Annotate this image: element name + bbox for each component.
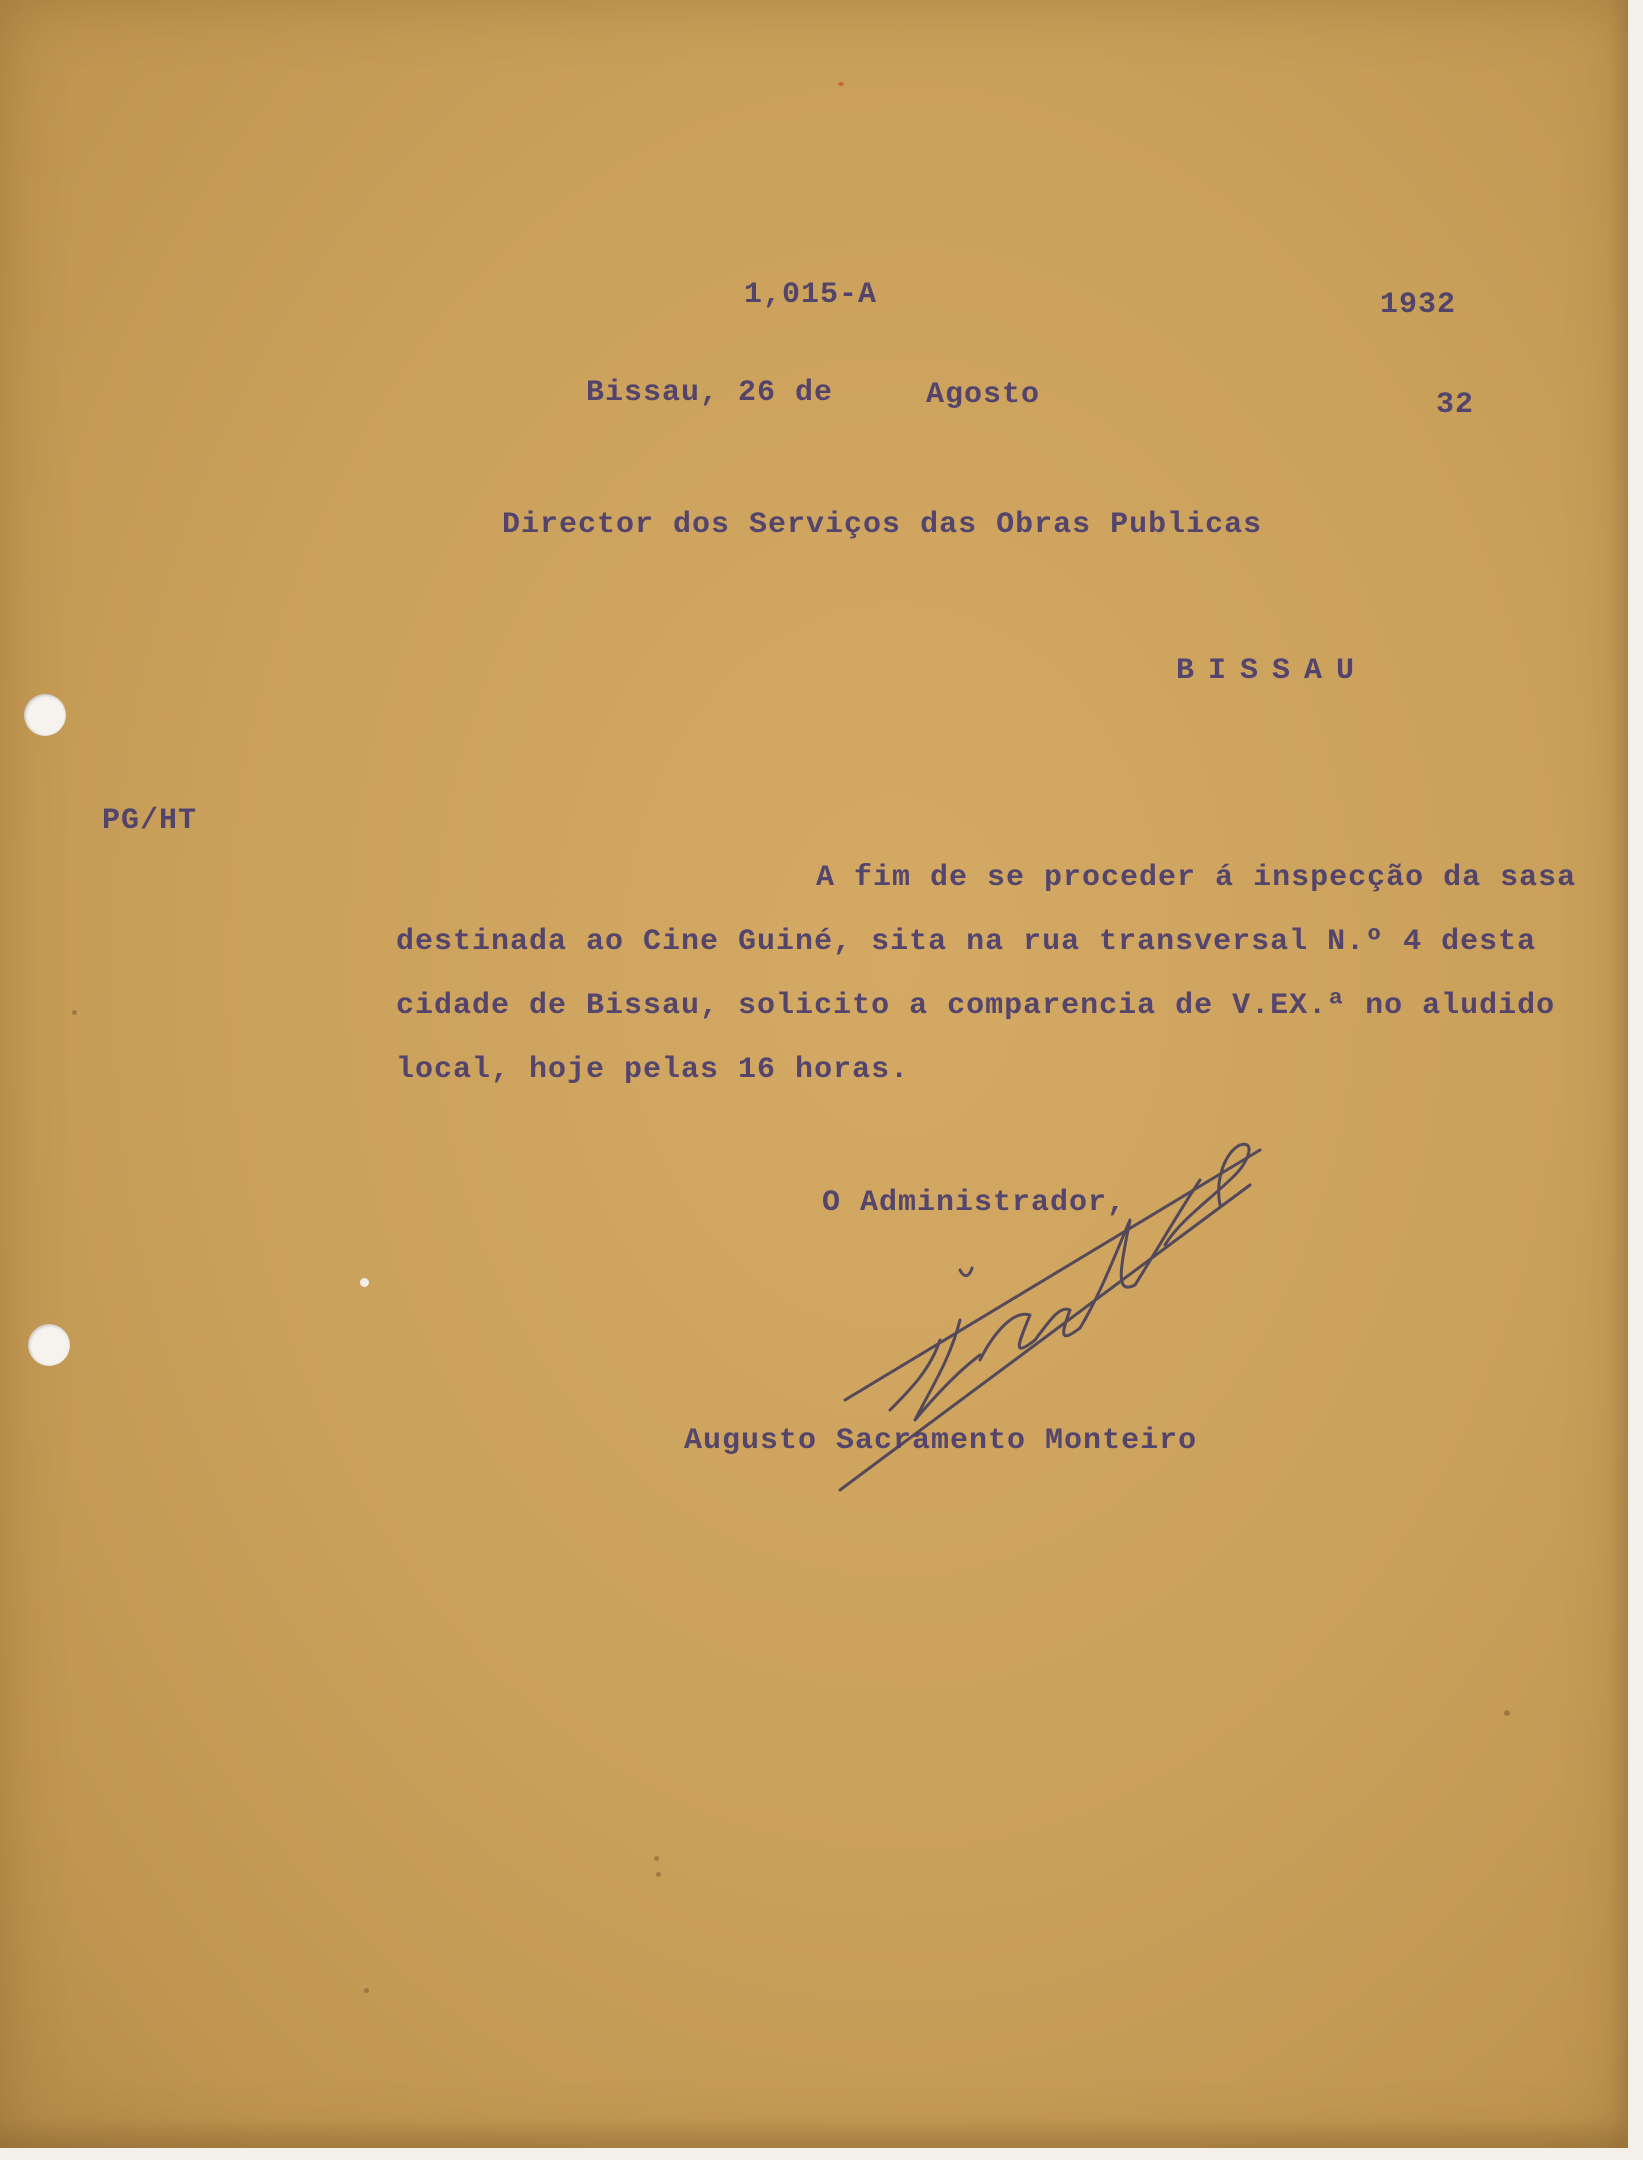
signer-name: Augusto Sacramento Monteiro xyxy=(684,1424,1198,1458)
typist-initials: PG/HT xyxy=(102,804,198,838)
recipient-city: BISSAU xyxy=(1176,654,1369,688)
page-edge-shadow-right xyxy=(1610,0,1628,2148)
page-edge-shadow-bottom xyxy=(0,2118,1628,2148)
reference-number: 1,015-A xyxy=(744,278,878,312)
body-line: cidade de Bissau, solicito a comparencia de V.EX.ª no aludido xyxy=(396,989,1556,1023)
punch-hole-top xyxy=(24,694,66,736)
paper-speck xyxy=(72,1010,77,1015)
body-line: local, hoje pelas 16 horas. xyxy=(396,1053,910,1087)
paper-speck xyxy=(654,1856,659,1861)
body-line: destinada ao Cine Guiné, sita na rua transversal N.º 4 desta xyxy=(396,925,1537,959)
paper-speck xyxy=(656,1872,661,1877)
closing-title: O Administrador, xyxy=(822,1186,1127,1220)
paper-speck xyxy=(838,82,844,86)
date-place: Bissau, 26 de xyxy=(586,376,834,410)
year: 1932 xyxy=(1380,288,1457,322)
day-number: 32 xyxy=(1436,388,1475,422)
recipient-line: Director dos Serviços das Obras Publicas xyxy=(502,508,1263,542)
letter-body xyxy=(396,846,1606,1102)
paper-speck xyxy=(1504,1710,1510,1716)
date-month: Agosto xyxy=(926,378,1041,412)
paper-speck xyxy=(364,1988,369,1993)
paper-speck xyxy=(360,1278,369,1287)
body-line: A fim de se proceder á inspecção da sasa xyxy=(816,861,1577,895)
punch-hole-bottom xyxy=(28,1324,70,1366)
